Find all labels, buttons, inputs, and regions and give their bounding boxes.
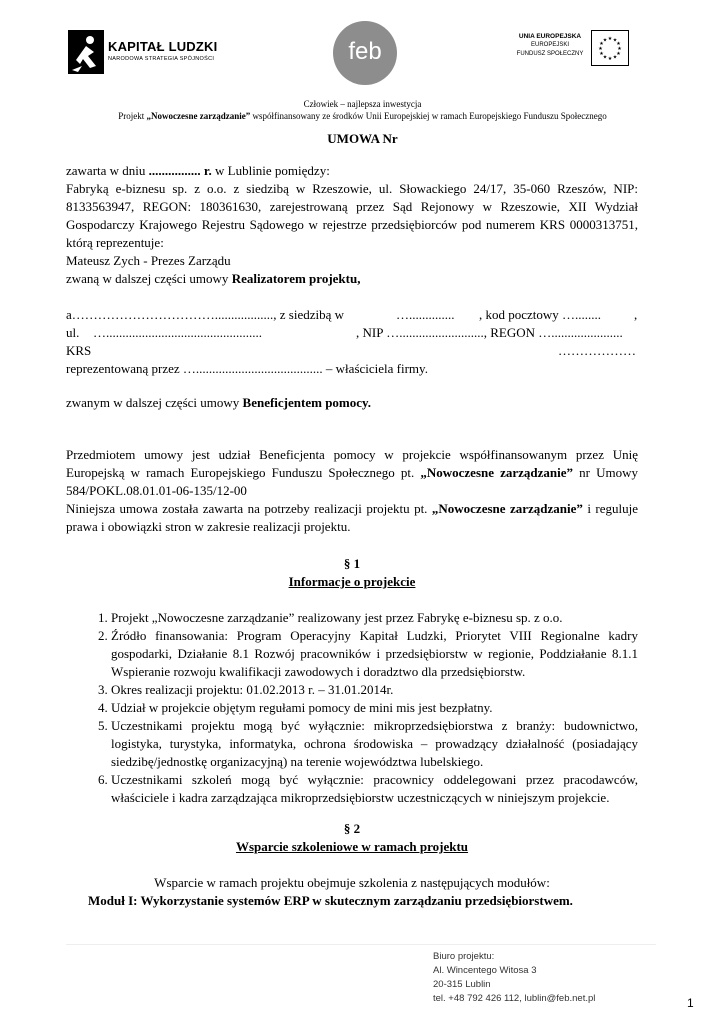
subject-paragraph-2 [66,500,638,536]
party-krs-field: ……………… [558,343,636,358]
beneficiary-block [66,306,638,412]
section-2-heading: Wsparcie szkoleniowe w ramach projektu [235,839,469,854]
contract-intro [66,162,638,288]
contract-subject [66,446,638,536]
tagline-pre: Projekt [118,111,147,121]
svg-text:★: ★ [616,41,621,47]
list-item: 4. Udział w projekcie objętym regułami pomocy de mini mis jest bezpłatny. [111,699,638,717]
subject-p2-post: i reguluje prawa i obowiązki stron w zakresie realizacji projektu. [66,501,638,534]
list-item: 2. Źródło finansowania: Program Operacyjny Kapitał Ludzki, Priorytet VIII Regionalne kadry gospodarki, Działanie 8.1 Rozwój pracowników i przedsiębiorstw w regionie, Poddziałanie 8.1.1 Wspieranie rozwoju kwalifikacji zawodowych i doradztwo dla przedsiębiorstw. [111,627,638,681]
section-2-intro: Wsparcie w ramach projektu obejmuje szkolenia z następujących modułów: [154,875,550,890]
footer-office-label: Biuro projektu: [433,951,495,962]
kapital-ludzki-logo [68,30,228,74]
eu-logo [510,30,628,66]
intro-called-pre: zwaną w dalszej części umowy [66,271,232,286]
intro-date-blank: ................ r. [148,163,212,178]
list-item: 3. Okres realizacji projektu: 01.02.2013 r. – 31.01.2014r. [111,681,638,699]
intro-date-line [66,162,638,180]
list-item: 1. Projekt „Nowoczesne zarządzanie” realizowany jest przez Fabrykę e-biznesu sp. z o.o. [111,609,638,627]
party-representative-line: reprezentowaną przez …....................................... – właściciela firmy. [66,361,428,376]
party-called-line [66,394,638,412]
intro-called-line [66,270,638,288]
intro-realizator: Realizatorem projektu, [231,271,361,286]
page-header [0,0,725,90]
intro-representative: Mateusz Zych - Prezes Zarządu [66,253,231,268]
subject-paragraph-1 [66,446,638,500]
section-2-number: § 2 [343,821,361,836]
section-2-module: Moduł I: Wykorzystanie systemów ERP w skutecznym zarządzaniu przedsiębiorstwem. [88,893,573,908]
party-street-label: ul. [66,325,80,340]
svg-text:★: ★ [617,46,622,52]
subject-p2-project: „Nowoczesne zarządzanie” [431,501,583,516]
party-postcode-field: , kod pocztowy …........ [479,307,602,322]
project-tagline [0,98,725,122]
party-street-field: …................................................ [93,325,262,340]
svg-text:★: ★ [612,54,618,61]
footer-contact: tel. +48 792 426 112, lublin@feb.net.pl [433,993,596,1004]
svg-text:★: ★ [602,37,608,44]
page-footer [433,950,595,1006]
section-1-list [66,609,638,807]
subject-p2-pre: Niniejsza umowa została zawarta na potrzeby realizacji projektu pt. [66,501,432,516]
tagline-line2 [0,110,725,122]
svg-text:★: ★ [607,36,613,42]
feb-logo [333,21,397,85]
svg-text:★: ★ [607,56,613,62]
section-1 [66,555,638,807]
footer-city: 20-315 Lublin [433,979,491,990]
list-item: 6. Uczestnikami szkoleń mogą być wyłącznie: pracownicy oddelegowani przez pracodawców, właściciele i kadra zarządzająca mikroprzedsiębiorstw uczestniczących w niniejszym projekcie. [111,771,638,807]
subject-p1-post: nr Umowy 584/POKL.08.01.01-06-135/12-00 [66,465,638,498]
party-line-c [66,342,638,360]
svg-text:★: ★ [599,51,604,57]
party-comma: , [634,307,638,322]
intro-date-post: w Lublinie pomiędzy: [211,163,330,178]
svg-text:★: ★ [599,41,604,47]
eu-line3: FUNDUSZ SPOŁECZNY [516,51,584,57]
party-krs-label: KRS [66,343,92,358]
party-beneficiary: Beneficjentem pomocy. [242,395,372,410]
kapital-ludzki-title: KAPITAŁ LUDZKI [108,39,218,54]
subject-p1-pre: Przedmiotem umowy jest udział Beneficjenta pomocy w projekcie współfinansowanym przez Unię Europejską w ramach Europejskiego Funduszu Społecznego pt. [66,447,638,480]
section-2 [66,820,638,910]
section-1-heading: Informacje o projekcie [288,574,416,589]
eu-logo-text [510,32,590,59]
footer-address: Al. Wincentego Witosa 3 [433,965,537,976]
svg-text:★: ★ [602,54,608,61]
eu-line2: EUROPEJSKI [530,42,569,48]
kapital-ludzki-emblem-icon [68,30,104,74]
svg-text:★: ★ [616,51,621,57]
kapital-ludzki-subtitle: NARODOWA STRATEGIA SPÓJNOŚCI [108,56,215,62]
tagline-post: współfinansowany ze środków Unii Europejskiej w ramach Europejskiego Funduszu Społecznego [250,111,607,121]
svg-text:★: ★ [598,46,603,52]
eu-title: UNIA EUROPEJSKA [518,33,582,40]
party-line-a [66,306,638,324]
eu-flag-icon [591,30,629,66]
party-nip-regon-field: , NIP ….........................., REGON …...................... [356,325,623,340]
tagline-line1: Człowiek – najlepsza inwestycja [303,99,422,109]
party-name-field: a…………………………….................., z siedzibą w [66,307,345,322]
party-called-pre: zwanym w dalszej części umowy [66,395,243,410]
feb-logo-text: feb [348,38,382,65]
party-city-field: ….............. [396,307,455,322]
intro-company-paragraph: Fabryką e-biznesu sp. z o.o. z siedzibą w Rzeszowie, ul. Słowackiego 24/17, 35-060 Rzeszów, NIP: 8133563947, REGON: 180361630, zarejestrowaną przez Sąd Rejonowy w Rzeszowie, XII Wydział Gospodarczy Krajowego Rejestru Sądowego w rejestrze przedsiębiorców pod numerem KRS 0000313751, którą reprezentuje: [66,181,638,250]
svg-text:★: ★ [612,37,618,44]
footer-divider [66,944,656,945]
page-number: 1 [687,996,694,1010]
tagline-project-name: „Nowoczesne zarządzanie” [146,111,251,121]
subject-p1-project: „Nowoczesne zarządzanie” [420,465,574,480]
list-item: 5. Uczestnikami projektu mogą być wyłącznie: mikroprzedsiębiorstwa z branży: budownictwo, logistyka, turystyka, informatyka, ochrona środowiska – prowadzący działalność (posiadający siedzibę/jednostkę organizacyjną) na terenie województwa lubelskiego. [111,717,638,771]
intro-date-pre: zawarta w dniu [66,163,149,178]
party-line-b [66,324,638,342]
document-title: UMOWA Nr [327,131,398,146]
section-1-number: § 1 [343,556,361,571]
